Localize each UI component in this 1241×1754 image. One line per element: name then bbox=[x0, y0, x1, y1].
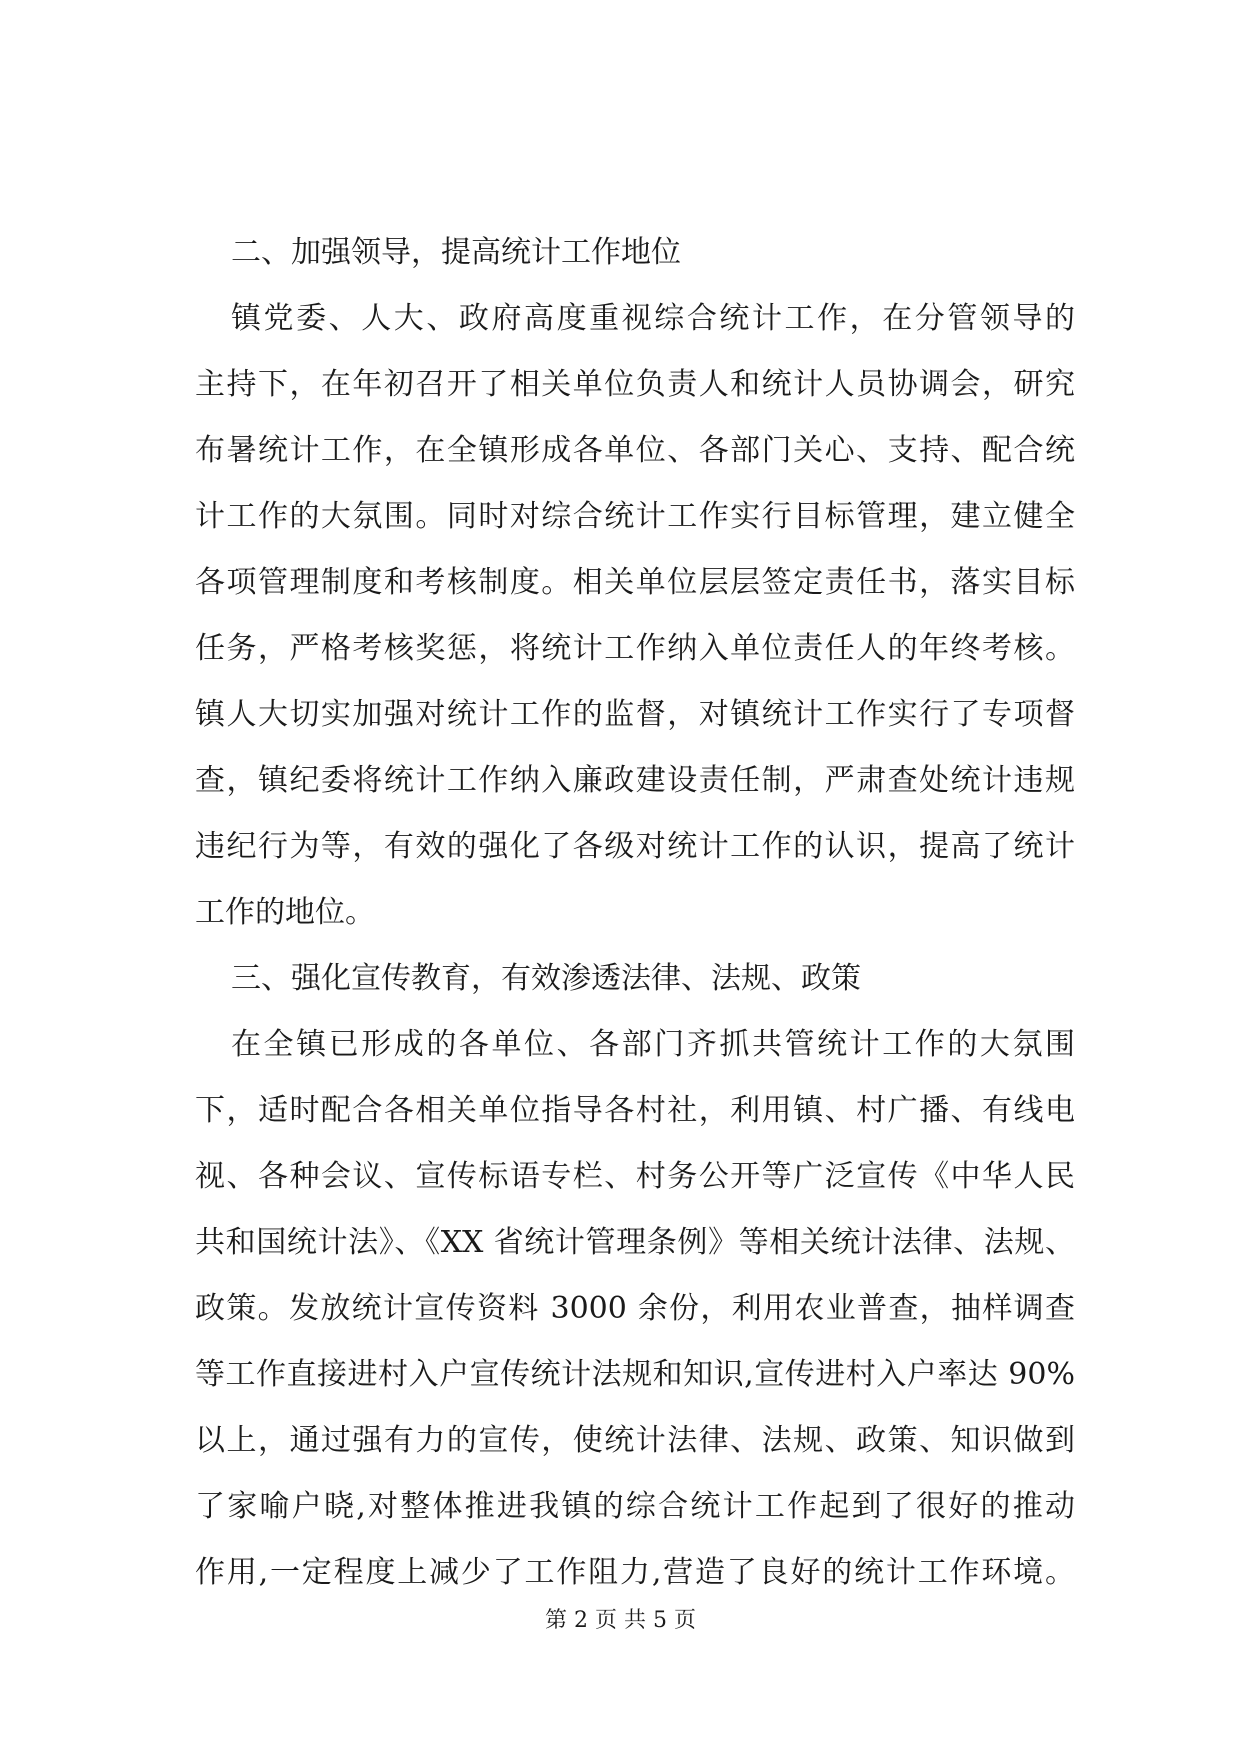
paragraph-line: 违纪行为等，有效的强化了各级对统计工作的认识，提高了统计 bbox=[195, 829, 1075, 864]
paragraph-line: 政策。发放统计宣传资料 3000 余份，利用农业普查，抽样调查 bbox=[195, 1291, 1075, 1326]
paragraph-line: 查，镇纪委将统计工作纳入廉政建设责任制，严肃查处统计违规 bbox=[195, 763, 1075, 798]
section-heading: 三、强化宣传教育，有效渗透法律、法规、政策 bbox=[231, 961, 861, 996]
page-number-footer: 第 2 页 共 5 页 bbox=[545, 1608, 696, 1633]
paragraph-line: 作用,一定程度上减少了工作阻力,营造了良好的统计工作环境。 bbox=[195, 1555, 1075, 1590]
paragraph-line: 镇人大切实加强对统计工作的监督，对镇统计工作实行了专项督 bbox=[195, 697, 1075, 732]
paragraph-line: 了家喻户晓,对整体推进我镇的综合统计工作起到了很好的推动 bbox=[195, 1489, 1075, 1524]
document-body bbox=[195, 228, 1075, 1614]
paragraph-line: 任务，严格考核奖惩，将统计工作纳入单位责任人的年终考核。 bbox=[195, 631, 1075, 666]
paragraph-line: 在全镇已形成的各单位、各部门齐抓共管统计工作的大氛围 bbox=[231, 1027, 1075, 1062]
paragraph-line-last: 工作的地位。 bbox=[195, 895, 375, 930]
paragraph-line: 布暑统计工作，在全镇形成各单位、各部门关心、支持、配合统 bbox=[195, 433, 1075, 468]
paragraph-line: 镇党委、人大、政府高度重视综合统计工作，在分管领导的 bbox=[231, 301, 1075, 336]
paragraph-line: 以上，通过强有力的宣传，使统计法律、法规、政策、知识做到 bbox=[195, 1423, 1075, 1458]
section-heading: 二、加强领导，提高统计工作地位 bbox=[231, 235, 681, 270]
paragraph-line: 各项管理制度和考核制度。相关单位层层签定责任书，落实目标 bbox=[195, 565, 1075, 600]
paragraph-line: 计工作的大氛围。同时对综合统计工作实行目标管理，建立健全 bbox=[195, 499, 1075, 534]
paragraph-line: 等工作直接进村入户宣传统计法规和知识,宣传进村入户率达 90% bbox=[195, 1357, 1075, 1392]
paragraph-line: 主持下，在年初召开了相关单位负责人和统计人员协调会，研究 bbox=[195, 367, 1075, 402]
paragraph-line: 共和国统计法》、《XX 省统计管理条例》等相关统计法律、法规、 bbox=[195, 1225, 1075, 1260]
paragraph-line: 视、各种会议、宣传标语专栏、村务公开等广泛宣传《中华人民 bbox=[195, 1159, 1075, 1194]
paragraph-line: 下，适时配合各相关单位指导各村社，利用镇、村广播、有线电 bbox=[195, 1093, 1075, 1128]
